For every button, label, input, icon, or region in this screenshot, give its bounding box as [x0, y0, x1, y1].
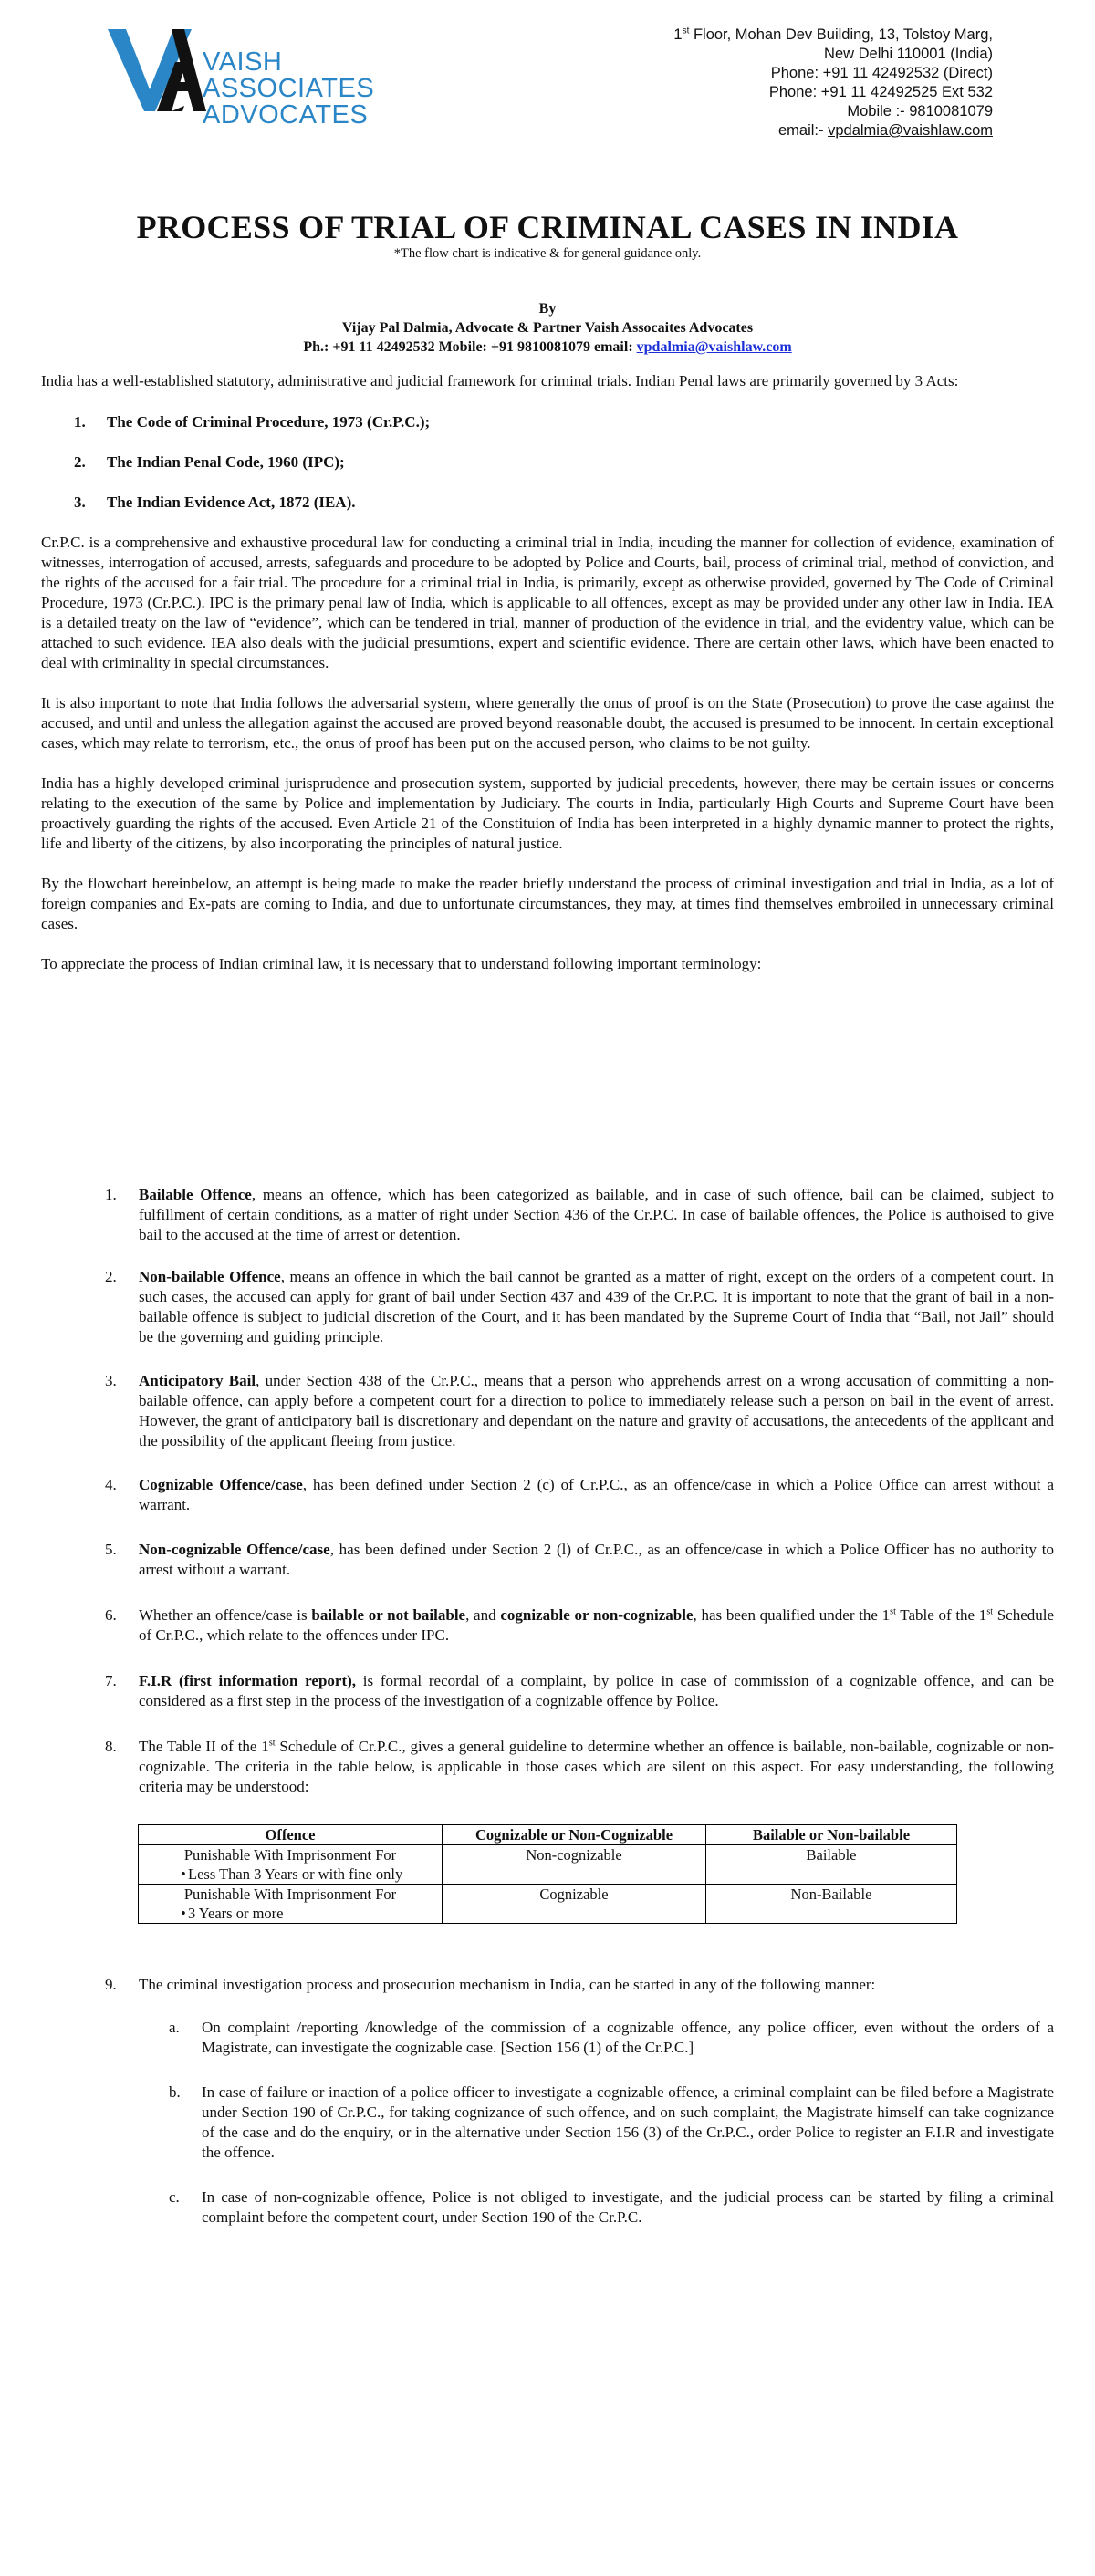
document-body — [41, 369, 1054, 974]
email-line: email:- vpdalmia@vaishlaw.com — [778, 122, 993, 139]
act-item: 3. The Indian Evidence Act, 1872 (IEA). — [74, 493, 356, 511]
logo-word: ADVOCATES — [203, 100, 369, 130]
paragraph: By the flowchart hereinbelow, an attempt is being made to make the reader briefly understand the process of criminal investigation and trial in India, as a lot of foreign companies and Ex-pats are coming to India, and due to unfortunate circumstances, they may, at times find themselves embroiled in unnecessary criminal cases. — [41, 875, 1054, 932]
logo-wordmark — [203, 49, 374, 129]
paragraph: Cr.P.C. is a comprehensive and exhaustive procedural law for conducting a criminal trial in India, incuding the manner for collection of evidence, examination of witnesses, interrogation of accused, arrests, safeguards and procedure to be adopted by Police and Courts, bail, process of criminal trial, method of conviction, and the rights of the accused for a fair trial. The procedure for a criminal trial in India, is primarily, except as otherwise provided, governed by The Code of Criminal Procedure, 1973 (Cr.P.C.). IPC is the primary penal law of India, which is applicable to all offences, except as may be provided under any other law in India. IEA is a detailed treaty on the law of “evidence”, which can be tendered in trial, manner of production of the evidence in trial, and the evidentry value, which can be attached to such evidence. IEA also deals with the judicial presumtions, expert and scientific evidence. There are certain other laws, which have been enacted to deal with criminality in special circumstances. — [41, 534, 1054, 671]
paragraph: India has a highly developed criminal jurisprudence and prosecution system, supported by judicial precedents, however, there may be certain issues or concerns relating to the execution of the same by Police and implementation by Judiciary. The courts in India, particularly High Courts and Supreme Court have been proactively guarding the rights of the accused. Even Article 21 of the Constituion of India has been interpreted in a highly dynamic manner to protect the rights, life and liberty of the citizens, by also incorporating the principles of natural justice. — [41, 774, 1054, 852]
table-header-row — [139, 1825, 957, 1845]
criteria-table — [138, 1824, 957, 1924]
address-line: 1st Floor, Mohan Dev Building, 13, Tolstoy Marg, — [673, 26, 993, 43]
firm-logo — [108, 26, 409, 130]
table-row — [139, 1885, 957, 1924]
author-email-link[interactable]: vpdalmia@vaishlaw.com — [636, 339, 792, 355]
column-header: Cognizable or Non-Cognizable — [443, 1825, 706, 1845]
mobile: Mobile :- 9810081079 — [847, 103, 993, 119]
offence-cell: Punishable With Imprisonment For • Less Than 3 Years or with fine only — [139, 1845, 443, 1885]
logo-word: VAISH — [203, 47, 283, 77]
logo-word: ASSOCIATES — [203, 74, 375, 103]
byline-contact: Ph.: +91 11 42492532 Mobile: +91 9810081079 email: vpdalmia@vaishlaw.com — [303, 339, 792, 355]
byline-by: By — [538, 301, 557, 317]
byline — [0, 299, 1095, 357]
paragraph: To appreciate the process of Indian criminal law, it is necessary that to understand following important terminology: — [41, 955, 762, 972]
cognizable-cell: Cognizable — [443, 1885, 706, 1924]
phone-direct: Phone: +91 11 42492532 (Direct) — [770, 65, 993, 81]
column-header: Bailable or Non-bailable — [706, 1825, 957, 1845]
paragraph: It is also important to note that India follows the adversarial system, where generally the onus of proof is on the State (Prosecution) to prove the case against the accused, and until and unless the allegation against the accused are proved beyond reasonable doubt, the accused is presumed to be innocent. In certain exceptional cases, which may relate to terrorism, etc., the onus of proof has been put on the accused person, who claims to be not guilty. — [41, 694, 1054, 752]
bailable-cell: Bailable — [706, 1845, 957, 1885]
firm-address — [673, 26, 993, 140]
table-row — [139, 1845, 957, 1885]
byline-author: Vijay Pal Dalmia, Advocate & Partner Vaish Assocaites Advocates — [341, 320, 754, 336]
act-item: 2. The Indian Penal Code, 1960 (IPC); — [74, 453, 345, 471]
phone-ext: Phone: +91 11 42492525 Ext 532 — [768, 84, 993, 100]
acts-list — [41, 412, 1054, 533]
bailable-cell: Non-Bailable — [706, 1885, 957, 1924]
intro-paragraph: India has a well-established statutory, administrative and judicial framework for criminal trials. Indian Penal laws are primarily governed by 3 Acts: — [41, 372, 959, 390]
disclaimer: *The flow chart is indicative & for general guidance only. — [393, 246, 702, 261]
offence-cell: Punishable With Imprisonment For • 3 Years or more — [139, 1885, 443, 1924]
act-item: 1. The Code of Criminal Procedure, 1973 (Cr.P.C.); — [74, 413, 431, 431]
va-monogram-icon — [108, 26, 208, 113]
document-title: PROCESS OF TRIAL OF CRIMINAL CASES IN INDIA — [136, 209, 959, 245]
address-line: New Delhi 110001 (India) — [824, 46, 993, 62]
cognizable-cell: Non-cognizable — [443, 1845, 706, 1885]
column-header: Offence — [139, 1825, 443, 1845]
document-page: VAISH ASSOCIATES ADVOCATES 1st Floor, Mohan Dev Building, 13, Tolstoy Marg, New Delhi 110001 (India) Phone: +91 11 42492532 (Direct) Phone: +91 11 42492525 Ext 532 Mobile :- 9810081079 email:- vpdalmia@vaishlaw.com PROCESS OF TRIAL OF CRIMINAL CASES IN INDIA *The flow chart is indicative & for general guidance only. By Vijay Pal Dalmia, Advocate & Partner Vaish Assocaites Advocates Ph.: +91 11 42492532 Mobile: +91 9810081079 email: vpdalmia@vaishlaw.com India has a well-established statutory, administrative and judicial framework for criminal trials. Indian Penal laws are primarily governed by 3 Acts: 1. The Code of Criminal Procedure, 1973 (Cr.P.C.); 2. The Indian Penal Code, 1960 (IPC); 3. The Indian Evidence Act, 1872 (IEA). Cr.P.C. is a comprehensive and exhaustive procedural law for conducting a criminal trial in India, incuding the manner for collection of evidence, examination of witnesses, interrogation of accused, arrests, safeguards and procedure to be adopted by Police and Courts, bail, process of criminal trial, method of conviction, and the rights of the accused for a fair trial. The procedure for a criminal trial in India, is primarily, except as otherwise provided, governed by The Code of Criminal Procedure, 1973 (Cr.P.C.). IPC is the primary penal law of India, which is applicable to all offences, except as may be provided under any other law in India. IEA is a detailed treaty on the law of “evidence”, which can be tendered in trial, manner of production of the evidence in trial, and the evidentry value, which can be attached to such evidence. IEA also deals with the judicial presumtions, expert and scientific evidence. There are certain other laws, which have been enacted to deal with criminality in special circumstances. It is also important to note that India follows the adversarial system, where generally the onus of proof is on the State (Prosecution) to prove the case against the accused, and until and unless the allegation against the accused are proved beyond reasonable doubt, the accused is presumed to be innocent. In certain exceptional cases, which may relate to terrorism, etc., the onus of proof has been put on the accused person, who claims to be not guilty. India has a highly developed criminal jurisprudence and prosecution system, supported by judicial precedents, however, there may be certain issues or concerns relating to the execution of the same by Police and implementation by Judiciary. The courts in India, particularly High Courts and Supreme Court have been proactively guarding the rights of the accused. Even Article 21 of the Constituion of India has been interpreted in a highly dynamic manner to protect the rights, life and liberty of the citizens, by also incorporating the principles of natural justice. By the flowchart hereinbelow, an attempt is being made to make the reader briefly understand the process of criminal investigation and trial in India, as a lot of foreign companies and Ex-pats are coming to India, and due to unfortunate circumstances, they may, at times find themselves embroiled in unnecessary criminal cases. To appreciate the process of Indian criminal law, it is necessary that to understand following important terminology: 1. Bailable Offence, means an offence, which has been categorized as bailable, and in case of such offence, bail can be claimed, subject to fulfillment of certain conditions, as a matter of right under Section 436 of the Cr.P.C. In case of bailable offences, the Police is authoised to give bail to the accused at the time of arrest or detention. 2. Non-bailable Offence, means an offence in which the bail cannot be granted as a matter of right, except on the orders of a competent court. In such cases, the accused can apply for grant of bail under Section 437 and 439 of the Cr.P.C. It is important to note that the grant of bail in a non-bailable offence is subject to judicial discretion of the Court, and it has been mandated by the Supreme Court of India that “Bail, not Jail” should be the governing and guiding principle. 3. Anticipatory Bail, under Section 438 of the Cr.P.C., means that a person who apprehends arrest on a wrong accusation of committing a non-bailable offence, can apply before a competent court for a direction to police to immediately release such a person on bail in the event of arrest. However, the grant of anticipatory bail is discretionary and dependant on the nature and gravity of accusations, the antecedents of the applicant and the possibility of the applicant fleeing from justice. 4. Cognizable Offence/case, has been defined under Section 2 (c) of Cr.P.C., as an offence/case in which a Police Office can arrest without a warrant. 5. Non-cognizable Offence/case, has been defined under Section 2 (l) of Cr.P.C., as an offence/case in which a Police Officer has no authority to arrest without a warrant. 6. Whether an offence/case is bailable or not bailable, and cognizable or non-cognizable, has been qualified under the 1st Table of the 1st Schedule of Cr.P.C., which relate to the offences under IPC. 7. F.I.R (first information report), is formal recordal of a complaint, by police in case of commission of a cognizable offence, and can be considered as a first step in the process of the investigation of a cognizable offence by Police. 8. The Table II of the 1st Schedule of Cr.P.C., gives a general guideline to determine whether an offence is bailable, non-bailable, cognizable or non-cognizable. The criteria in the table below, is applicable in those cases which are silent on this aspect. For easy understanding, the following criteria may be understood: 9. The criminal investigation process and prosecution mechanism in India, can be started in any of the following manner: a. On complaint /reporting /knowledge of the commission of a cognizable offence, any police officer, even without the orders of a Magistrate, can investigate the cognizable case. [Section 156 (1) of the Cr.P.C.] b. In case of failure or inaction of a police officer to investigate a cognizable offence, a criminal complaint can be filed before a Magistrate under Section 190 of Cr.P.C., for taking cognizance of such offence, and on such complaint, the Magistrate himself can take cognizance of the case and do the enquiry, or in the alternative under Section 156 (3) of the Cr.P.C., order Police to register an F.I.R and investigate the offence. c. In case of non-cognizable offence, Police is not obliged to investigate, and the judicial process can be started by filing a criminal complaint before the competent court, under Section 190 of the Cr.P.C. Offence Cognizable or Non-Cognizable Bailable or Non-bailable Punishable With Imprisonment For • Less Than 3 Years or with fine only Non-cognizable Bailable Punishable With Imprisonment For • 3 Years or more Cognizable Non-Bailable — [0, 0, 1095, 2576]
email-link[interactable]: vpdalmia@vaishlaw.com — [828, 122, 993, 139]
